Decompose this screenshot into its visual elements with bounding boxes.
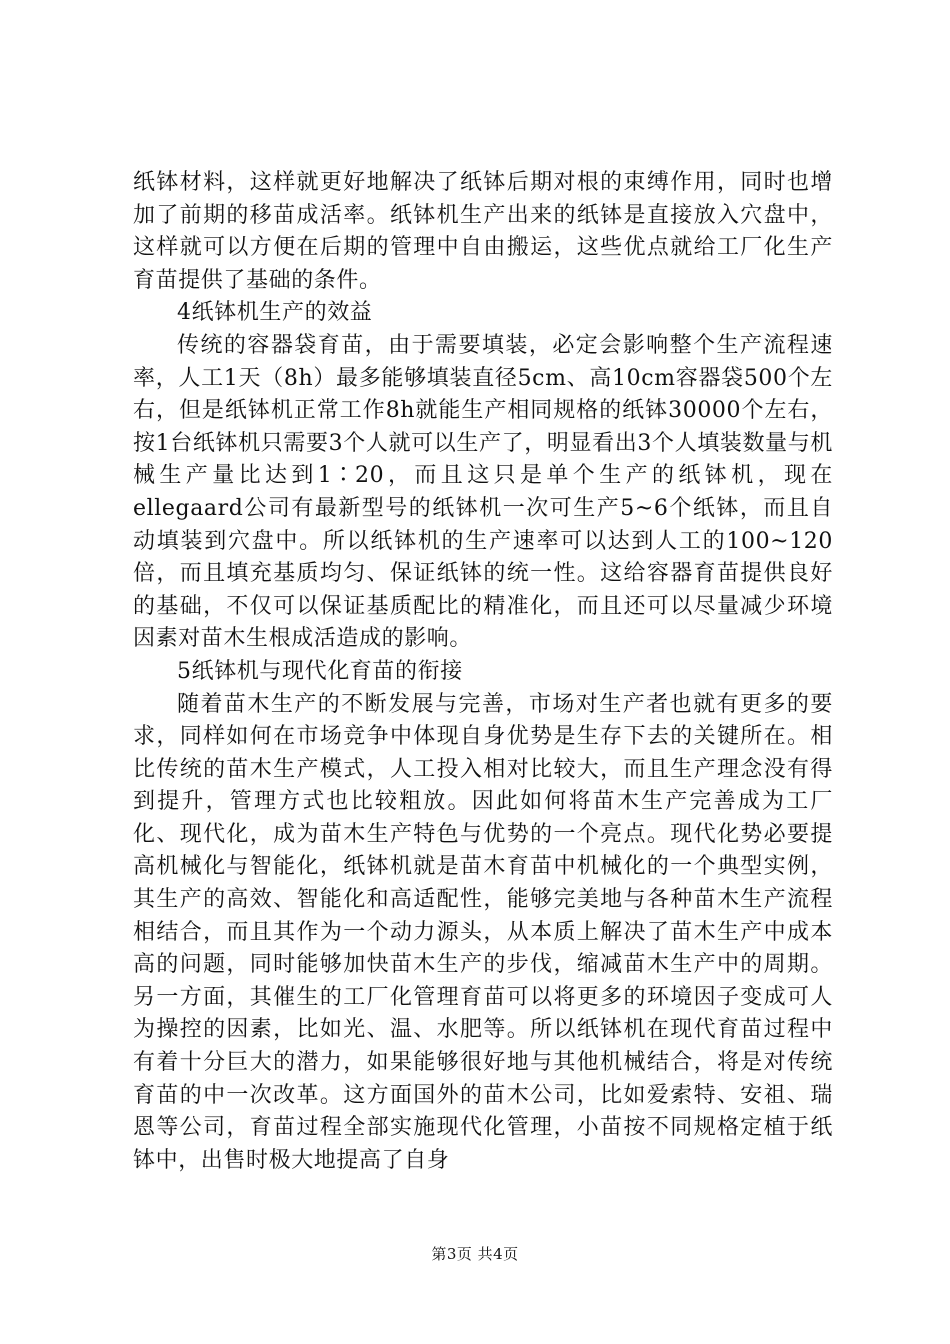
section-heading-5: 5纸钵机与现代化育苗的衔接	[177, 658, 463, 684]
document-body	[133, 167, 833, 1177]
paragraph-continued: 纸钵材料，这样就更好地解决了纸钵后期对根的束缚作用，同时也增加了前期的移苗成活率。纸钵机生产出来的纸钵是直接放入穴盘中，这样就可以方便在后期的管理中自由搬运，这些优点就给工厂化生产育苗提供了基础的条件。	[133, 170, 833, 293]
paragraph-benefits: 传统的容器袋育苗，由于需要填装，必定会影响整个生产流程速率，人工1天（8h）最多能够填装直径5cm、高10cm容器袋500个左右，但是纸钵机正常工作8h就能生产相同规格的纸钵30000个左右，按1台纸钵机只需要3个人就可以生产了，明显看出3个人填装数量与机械生产量比达到1∶20，而且这只是单个生产的纸钵机，现在ellegaard公司有最新型号的纸钵机一次可生产5~6个纸钵，而且自动填装到穴盘中。所以纸钵机的生产速率可以达到人工的100~120倍，而且填充基质均匀、保证纸钵的统一性。这给容器育苗提供良好的基础，不仅可以保证基质配比的精准化，而且还可以尽量减少环境因素对苗木生根成活造成的影响。	[133, 332, 833, 652]
section-heading-4: 4纸钵机生产的效益	[177, 300, 373, 326]
page-footer: 第3页 共4页	[431, 1245, 519, 1263]
paragraph-modernization: 随着苗木生产的不断发展与完善，市场对生产者也就有更多的要求，同样如何在市场竞争中体现自身优势是生存下去的关键所在。相比传统的苗木生产模式，人工投入相对比较大，而且生产理念没有得到提升，管理方式也比较粗放。因此如何将苗木生产完善成为工厂化、现代化，成为苗木生产特色与优势的一个亮点。现代化势必要提高机械化与智能化，纸钵机就是苗木育苗中机械化的一个典型实例，其生产的高效、智能化和高适配性，能够完美地与各种苗木生产流程相结合，而且其作为一个动力源头，从本质上解决了苗木生产中成本高的问题，同时能够加快苗木生产的步伐，缩减苗木生产中的周期。另一方面，其催生的工厂化管理育苗可以将更多的环境因子变成可人为操控的因素，比如光、温、水肥等。所以纸钵机在现代育苗过程中有着十分巨大的潜力，如果能够很好地与其他机械结合，将是对传统育苗的中一次改革。这方面国外的苗木公司，比如爱索特、安祖、瑞恩等公司，育苗过程全部实施现代化管理，小苗按不同规格定植于纸钵中，出售时极大地提高了自身	[133, 691, 833, 1173]
